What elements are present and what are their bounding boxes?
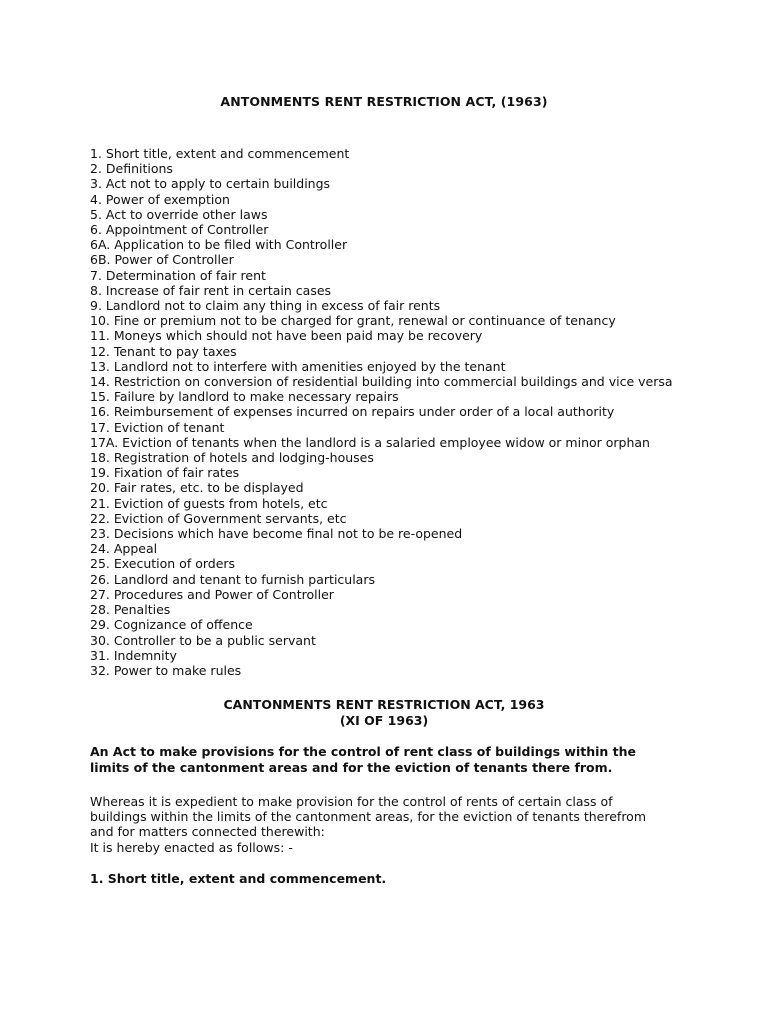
- act-number-line: (XI OF 1963): [339, 713, 429, 728]
- whereas-line: buildings within the limits of the cantonment areas, for the eviction of tenants therefrom: [90, 809, 647, 825]
- toc-item: 11. Moneys which should not have been paid may be recovery: [90, 328, 483, 344]
- whereas-line: and for matters connected therewith:: [90, 824, 325, 840]
- toc-item: 10. Fine or premium not to be charged for grant, renewal or continuance of tenancy: [90, 313, 616, 329]
- toc-item: 20. Fair rates, etc. to be displayed: [90, 480, 304, 496]
- toc-item: 3. Act not to apply to certain buildings: [90, 176, 331, 192]
- toc-item: 17. Eviction of tenant: [90, 419, 225, 435]
- whereas-clause: [90, 794, 690, 855]
- toc-item: 8. Increase of fair rent in certain cases: [90, 282, 332, 298]
- document-title: ANTONMENTS RENT RESTRICTION ACT, (1963): [220, 94, 548, 109]
- toc-item: 18. Registration of hotels and lodging-houses: [90, 450, 374, 466]
- toc-item: 9. Landlord not to claim any thing in excess of fair rents: [90, 298, 441, 314]
- toc-item: 19. Fixation of fair rates: [90, 465, 240, 481]
- toc-item: 5. Act to override other laws: [90, 206, 268, 222]
- whereas-line: Whereas it is expedient to make provision for the control of rents of certain class of: [90, 794, 613, 809]
- act-title-line: CANTONMENTS RENT RESTRICTION ACT, 1963: [223, 697, 545, 712]
- preamble: [90, 744, 690, 775]
- toc-item: 6. Appointment of Controller: [90, 222, 269, 238]
- toc-item: 22. Eviction of Government servants, etc: [90, 510, 347, 526]
- preamble-line: An Act to make provisions for the control of rent class of buildings within the: [90, 744, 637, 759]
- act-title: [0, 697, 768, 729]
- toc-item: 1. Short title, extent and commencement: [90, 146, 350, 161]
- enactment-line: It is hereby enacted as follows: -: [90, 839, 293, 855]
- toc-item: 16. Reimbursement of expenses incurred on repairs under order of a local authority: [90, 404, 615, 420]
- toc-item: 25. Execution of orders: [90, 556, 236, 572]
- preamble-line: limits of the cantonment areas and for the eviction of tenants there from.: [90, 759, 613, 775]
- toc-item: 29. Cognizance of offence: [90, 617, 253, 633]
- toc-item: 12. Tenant to pay taxes: [90, 343, 237, 359]
- toc-item: 31. Indemnity: [90, 647, 177, 663]
- toc-item: 26. Landlord and tenant to furnish particulars: [90, 571, 375, 587]
- toc-item: 23. Decisions which have become final not to be re-opened: [90, 526, 463, 542]
- toc-item: 4. Power of exemption: [90, 191, 230, 207]
- toc-item: 30. Controller to be a public servant: [90, 632, 316, 648]
- table-of-contents: [90, 146, 673, 678]
- toc-item: 2. Definitions: [90, 161, 173, 177]
- toc-item: 27. Procedures and Power of Controller: [90, 586, 334, 602]
- toc-item: 28. Penalties: [90, 602, 171, 618]
- toc-item: 14. Restriction on conversion of residential building into commercial buildings and vice versa: [90, 374, 673, 390]
- toc-item: 15. Failure by landlord to make necessary repairs: [90, 389, 399, 405]
- toc-item: 6B. Power of Controller: [90, 252, 234, 268]
- toc-item: 21. Eviction of guests from hotels, etc: [90, 495, 328, 511]
- toc-item: 32. Power to make rules: [90, 662, 242, 678]
- toc-item: 13. Landlord not to interfere with amenities enjoyed by the tenant: [90, 358, 506, 374]
- toc-item: 24. Appeal: [90, 541, 158, 557]
- toc-item: 17A. Eviction of tenants when the landlord is a salaried employee widow or minor orphan: [90, 434, 650, 450]
- section-heading: 1. Short title, extent and commencement.: [90, 871, 387, 886]
- toc-item: 7. Determination of fair rent: [90, 267, 266, 283]
- toc-item: 6A. Application to be filed with Controller: [90, 237, 348, 253]
